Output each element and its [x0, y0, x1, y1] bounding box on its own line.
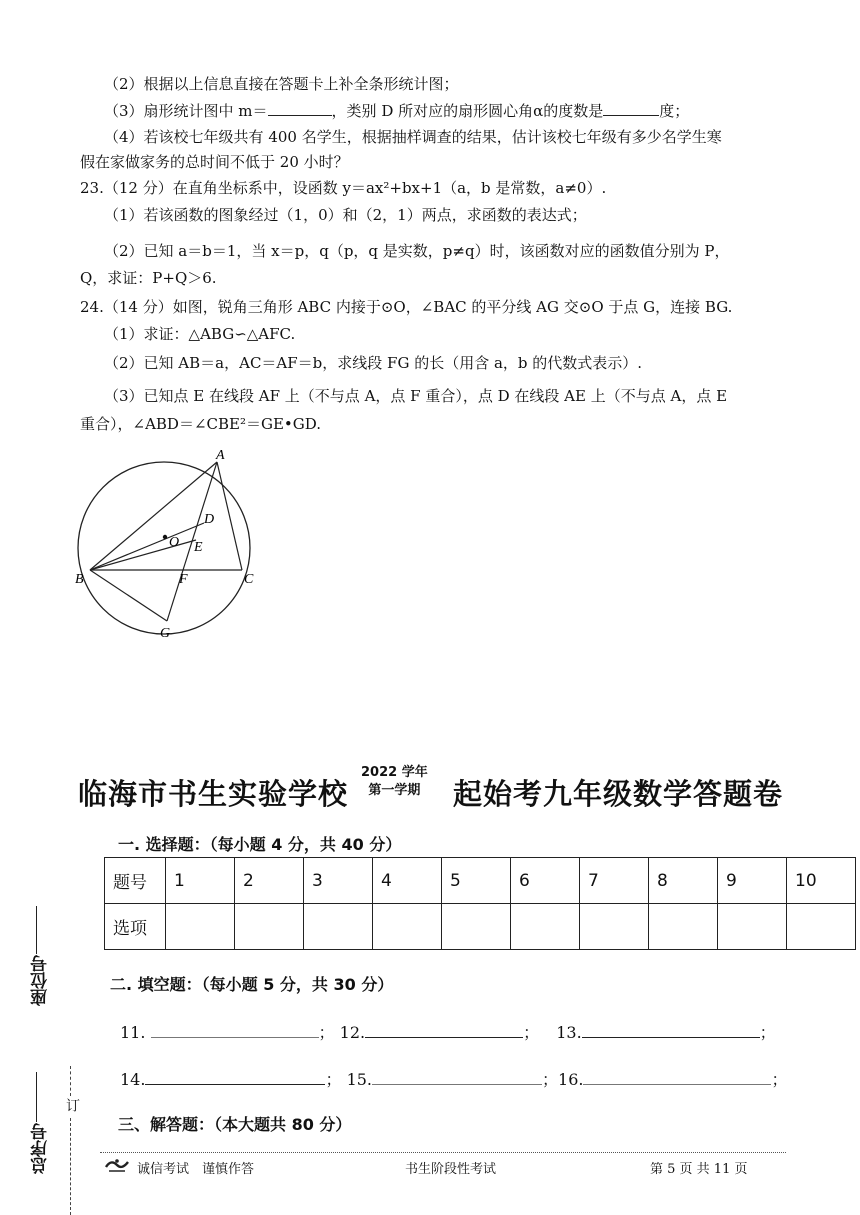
answer-sheet-title — [78, 764, 788, 814]
table-cell-number: 5 — [442, 858, 511, 904]
answer-cell[interactable] — [304, 904, 373, 950]
circle-o — [78, 462, 250, 634]
binding-ding-mark: 订 — [64, 1098, 80, 1112]
q24-part3-line1: （3）已知点 E 在线段 AF 上（不与点 A，点 F 重合），点 D 在线段 AE 上（不与点 A，点 E — [104, 387, 728, 405]
answer-cell[interactable] — [580, 904, 649, 950]
table-row-answers — [105, 904, 856, 950]
fill-blank-13[interactable] — [582, 1021, 760, 1038]
fill-separator: ； — [542, 1070, 559, 1089]
answer-cell[interactable] — [235, 904, 304, 950]
q24-part3-line2: 重合），∠ABD＝∠CBE²＝GE•GD. — [80, 415, 322, 433]
q24-part1: （1）求证：△ABG∽△AFC. — [104, 325, 296, 343]
answer-cell[interactable] — [373, 904, 442, 950]
footer-page-number: 第 5 页 共 11 页 — [650, 1162, 748, 1177]
choice-answer-table — [104, 857, 856, 950]
answer-cell[interactable] — [649, 904, 718, 950]
binding-dash-top — [70, 1066, 71, 1096]
table-cell-number: 6 — [511, 858, 580, 904]
title-term — [361, 764, 428, 800]
q23-part1: （1）若该函数的图象经过（1，0）和（2，1）两点，求函数的表达式； — [104, 206, 587, 224]
q24-stem: 24.（14 分）如图，锐角三角形 ABC 内接于⊙O，∠BAC 的平分线 AG 交⊙O 于点 G，连接 BG. — [80, 298, 733, 316]
q23-stem: 23.（12 分）在直角坐标系中，设函数 y＝ax²+bx+1（a，b 是常数，a≠0）. — [80, 179, 607, 197]
table-cell-number: 1 — [166, 858, 235, 904]
seat-number-label: 座位号 — [31, 955, 51, 1006]
geometry-figure — [70, 445, 270, 645]
fill-separator: ； — [759, 1023, 776, 1042]
table-cell-number: 10 — [787, 858, 856, 904]
fill-number-12: 12. — [339, 1023, 366, 1042]
publisher-logo — [103, 1157, 131, 1175]
q23-part2-line2: Q，求证：P+Q＞6. — [80, 269, 217, 287]
table-header-number: 题号 — [105, 858, 166, 904]
fill-separator: ； — [771, 1070, 788, 1089]
footer-exam-name: 书生阶段性考试 — [405, 1162, 497, 1177]
table-cell-number: 9 — [718, 858, 787, 904]
fill-number-15: 15. — [346, 1070, 373, 1089]
title-term-year: 2022 学年 — [361, 765, 428, 780]
section-fill-heading: 二. 填空题：（每小题 5 分，共 30 分） — [110, 975, 394, 994]
q22-part2: （2）根据以上信息直接在答题卡上补全条形统计图； — [104, 75, 459, 93]
label-d: D — [204, 512, 215, 527]
label-c: C — [244, 572, 254, 587]
q22-part3-text-a: （3）扇形统计图中 m＝ — [104, 102, 268, 120]
binding-dash-bottom — [70, 1118, 71, 1215]
q23-part2-line1: （2）已知 a＝b＝1，当 x＝p，q（p，q 是实数，p≠q）时，该函数对应的函数值分别为 P， — [104, 242, 730, 260]
table-header-answer: 选项 — [105, 904, 166, 950]
q22-part4-line2: 假在家做家务的总时间不低于 20 小时？ — [80, 153, 349, 171]
fill-row-1 — [120, 1020, 776, 1043]
fill-separator: ； — [318, 1023, 335, 1042]
section-solve-heading: 三、解答题：（本大题共 80 分） — [118, 1115, 352, 1134]
fill-separator: ； — [523, 1023, 540, 1042]
order-number-blank — [36, 1072, 37, 1122]
label-o: O — [169, 535, 180, 550]
table-cell-number: 7 — [580, 858, 649, 904]
fill-blank-14[interactable] — [145, 1068, 325, 1085]
q22-part3 — [104, 100, 689, 122]
order-number-label: 总序号 — [31, 1123, 51, 1174]
fill-blank-12[interactable] — [365, 1021, 523, 1038]
center-point-o — [163, 535, 167, 539]
label-e: E — [194, 540, 203, 555]
segment-ac — [217, 462, 242, 570]
fill-row-2 — [120, 1067, 788, 1090]
table-cell-number: 2 — [235, 858, 304, 904]
fill-number-13: 13. — [556, 1023, 582, 1042]
table-cell-number: 3 — [304, 858, 373, 904]
answer-cell[interactable] — [166, 904, 235, 950]
title-term-semester: 第一学期 — [368, 783, 421, 798]
label-f: F — [179, 572, 188, 587]
fill-blank-16[interactable] — [583, 1068, 771, 1085]
q22-part4-line1: （4）若该校七年级共有 400 名学生，根据抽样调查的结果，估计该校七年级有多少名学生寒 — [104, 128, 722, 146]
answer-cell[interactable] — [442, 904, 511, 950]
q22-part3-text-c: 度； — [659, 102, 690, 120]
fill-number-11: 11. — [120, 1023, 146, 1042]
segment-be — [90, 540, 196, 570]
answer-blank-alpha — [603, 100, 659, 116]
segment-bg — [90, 570, 167, 621]
q22-part3-text-b: ，类别 D 所对应的扇形圆心角α的度数是 — [331, 102, 604, 120]
title-school: 临海市书生实验学校 — [78, 777, 349, 811]
fill-separator: ； — [325, 1070, 342, 1089]
table-cell-number: 4 — [373, 858, 442, 904]
fill-blank-11[interactable] — [151, 1021, 319, 1038]
label-b: B — [75, 572, 84, 587]
footer-motto: 诚信考试 谨慎作答 — [137, 1162, 255, 1177]
fill-number-16: 16. — [558, 1070, 584, 1089]
table-row-numbers — [105, 858, 856, 904]
q24-part2: （2）已知 AB＝a，AC＝AF＝b，求线段 FG 的长（用含 a，b 的代数式表示）. — [104, 354, 643, 372]
label-g: G — [160, 626, 171, 641]
title-exam: 起始考九年级数学答题卷 — [453, 777, 784, 811]
seat-number-blank — [36, 906, 37, 954]
table-cell-number: 8 — [649, 858, 718, 904]
answer-cell[interactable] — [511, 904, 580, 950]
answer-cell[interactable] — [718, 904, 787, 950]
answer-blank-m — [268, 100, 332, 116]
fill-blank-15[interactable] — [372, 1068, 542, 1085]
answer-cell[interactable] — [787, 904, 856, 950]
segment-bd — [90, 523, 204, 570]
fill-number-14: 14. — [120, 1070, 146, 1089]
footer-divider — [100, 1152, 786, 1153]
label-a: A — [216, 448, 225, 463]
section-choice-heading: 一. 选择题：（每小题 4 分，共 40 分） — [118, 835, 402, 854]
